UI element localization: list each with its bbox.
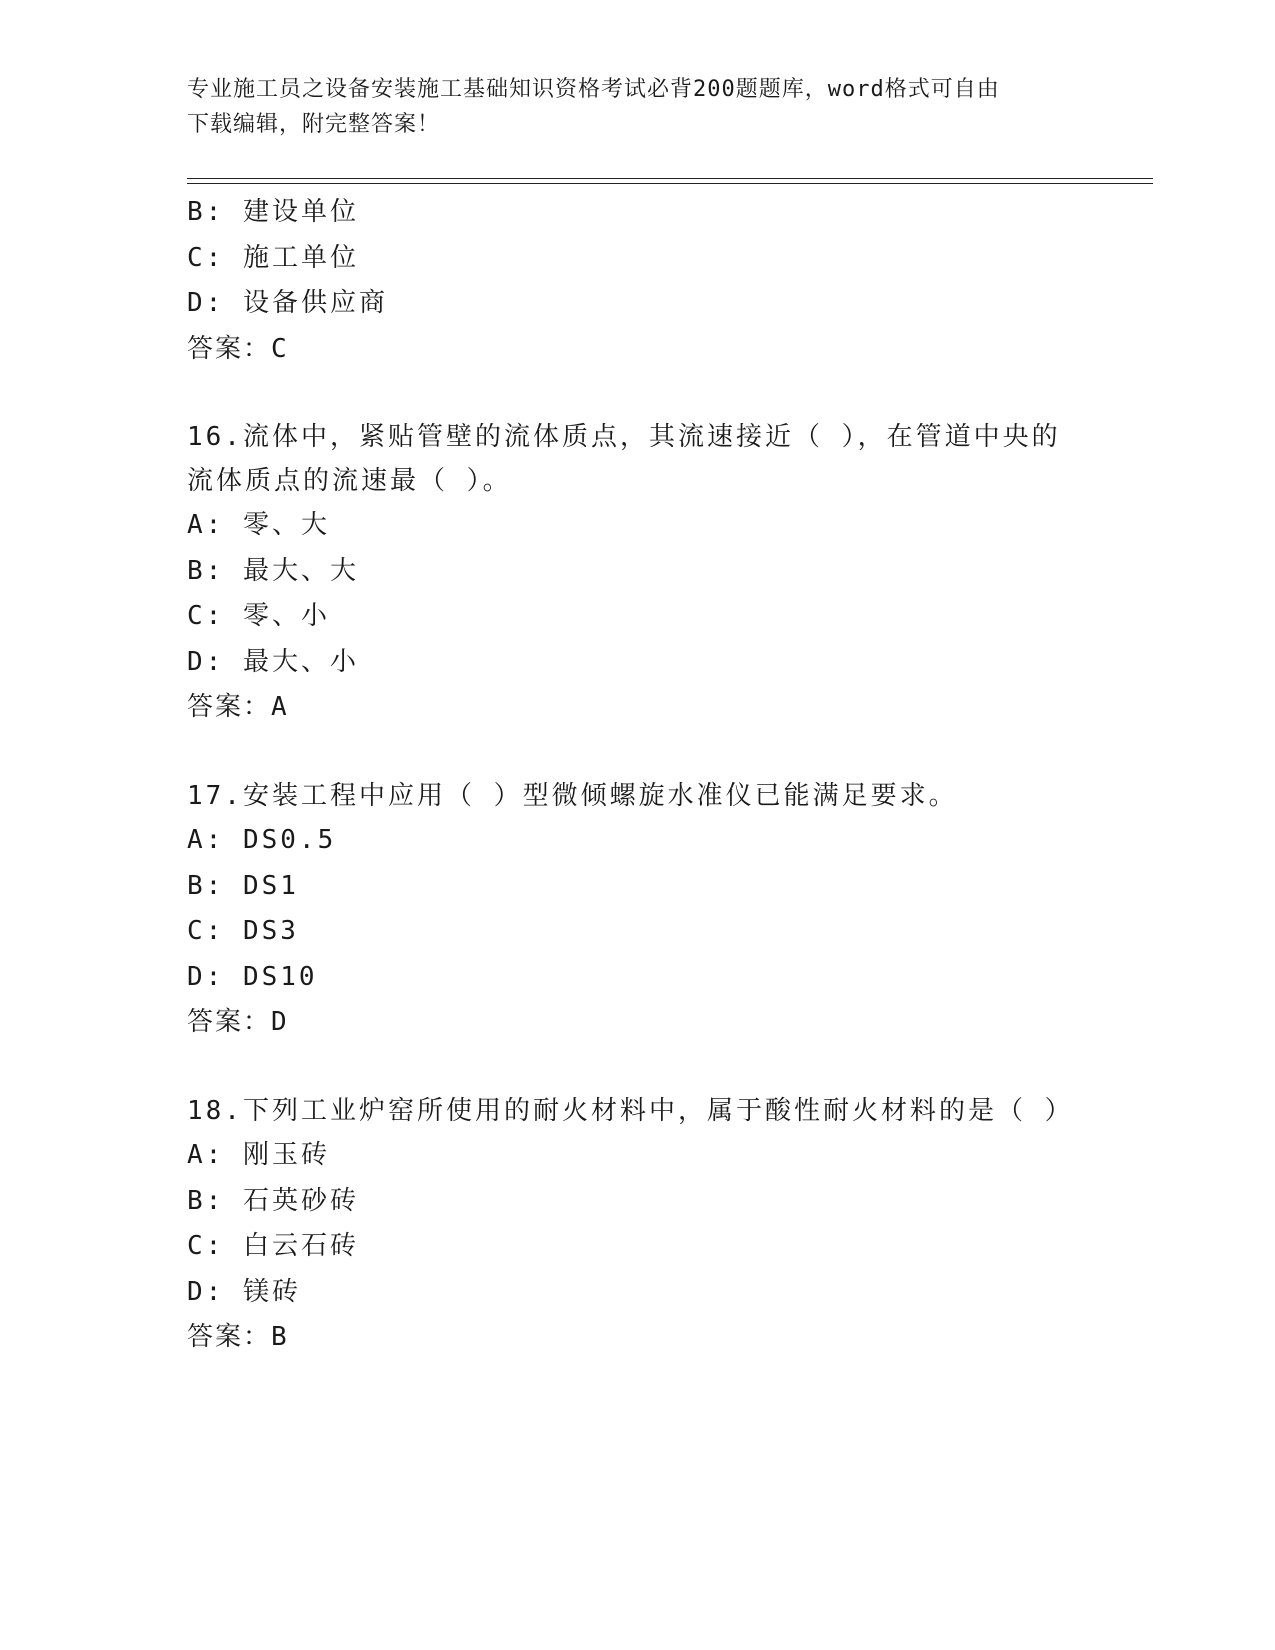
question-17 [187, 775, 1087, 1046]
option-letter: D: [187, 288, 225, 318]
option-d [187, 640, 1087, 686]
option-b [187, 190, 1087, 236]
option-letter: C: [187, 916, 225, 946]
option-text: 最大、大 [242, 555, 359, 586]
option-letter: C: [187, 1231, 225, 1261]
question-stem [187, 416, 1087, 503]
option-letter: A: [187, 510, 225, 540]
option-text: DS3 [242, 916, 299, 946]
answer-label: 答案： [187, 333, 272, 364]
spacer [187, 731, 1087, 775]
option-letter: B: [187, 197, 225, 227]
option-text: 建设单位 [242, 197, 359, 227]
option-c [187, 594, 1087, 640]
question-stem-line-1: 17.安装工程中应用（ ）型微倾螺旋水准仪已能满足要求。 [187, 780, 958, 811]
option-text: 零、大 [242, 510, 330, 540]
option-text: 设备供应商 [242, 288, 388, 318]
option-letter: B: [187, 870, 225, 901]
option-text: DS0.5 [242, 825, 337, 855]
option-c [187, 236, 1087, 282]
option-text: 最大、小 [242, 646, 359, 677]
header-title-line-2: 下载编辑，附完整答案！ [187, 112, 441, 137]
option-a [187, 1133, 1087, 1179]
answer-line [187, 327, 1087, 373]
question-stem-line-2: 流体质点的流速最（ ）。 [187, 465, 512, 496]
option-text: DS1 [242, 870, 299, 901]
option-text: 零、小 [242, 601, 330, 631]
answer-value: A [271, 692, 289, 722]
option-b [187, 549, 1087, 595]
option-text: 镁砖 [242, 1276, 301, 1307]
question-stem [187, 775, 1087, 819]
option-d [187, 955, 1087, 1001]
option-letter: D: [187, 646, 225, 677]
option-text: 刚玉砖 [242, 1140, 330, 1170]
question-15-tail [187, 190, 1087, 372]
spacer [187, 1046, 1087, 1090]
answer-line [187, 685, 1087, 731]
option-c [187, 1224, 1087, 1270]
question-stem-line-1: 16.流体中，紧贴管壁的流体质点，其流速接近（ ），在管道中央的 [187, 422, 1061, 452]
option-letter: B: [187, 555, 225, 586]
question-16 [187, 416, 1087, 731]
option-b [187, 864, 1087, 910]
answer-label: 答案： [187, 1007, 272, 1037]
option-text: 施工单位 [242, 242, 359, 273]
option-letter: A: [187, 825, 225, 855]
option-text: 石英砂砖 [242, 1185, 359, 1216]
option-text: 白云石砖 [242, 1231, 359, 1261]
option-text: DS10 [242, 961, 318, 992]
document-header [187, 72, 1087, 142]
question-18 [187, 1090, 1087, 1361]
option-letter: D: [187, 961, 225, 992]
option-a [187, 818, 1087, 864]
header-rule-bottom [187, 183, 1153, 184]
answer-value: B [271, 1322, 289, 1352]
option-b [187, 1179, 1087, 1225]
answer-label: 答案： [187, 692, 272, 722]
option-c [187, 909, 1087, 955]
answer-line [187, 1000, 1087, 1046]
header-title-line-1: 专业施工员之设备安装施工基础知识资格考试必背200题题库，word格式可自由 [187, 77, 1000, 102]
answer-value: D [271, 1007, 289, 1037]
answer-label: 答案： [187, 1322, 272, 1352]
option-letter: A: [187, 1140, 225, 1170]
option-a [187, 503, 1087, 549]
option-d [187, 281, 1087, 327]
option-letter: C: [187, 601, 225, 631]
question-stem [187, 1090, 1087, 1134]
option-letter: C: [187, 242, 225, 273]
option-letter: B: [187, 1185, 225, 1216]
question-stem-line-1: 18.下列工业炉窑所使用的耐火材料中，属于酸性耐火材料的是（ ） [187, 1095, 1074, 1126]
answer-line [187, 1315, 1087, 1361]
option-d [187, 1270, 1087, 1316]
question-list [187, 190, 1087, 1361]
spacer [187, 372, 1087, 416]
header-rule-top [187, 178, 1153, 179]
option-letter: D: [187, 1276, 225, 1307]
answer-value: C [271, 333, 289, 364]
